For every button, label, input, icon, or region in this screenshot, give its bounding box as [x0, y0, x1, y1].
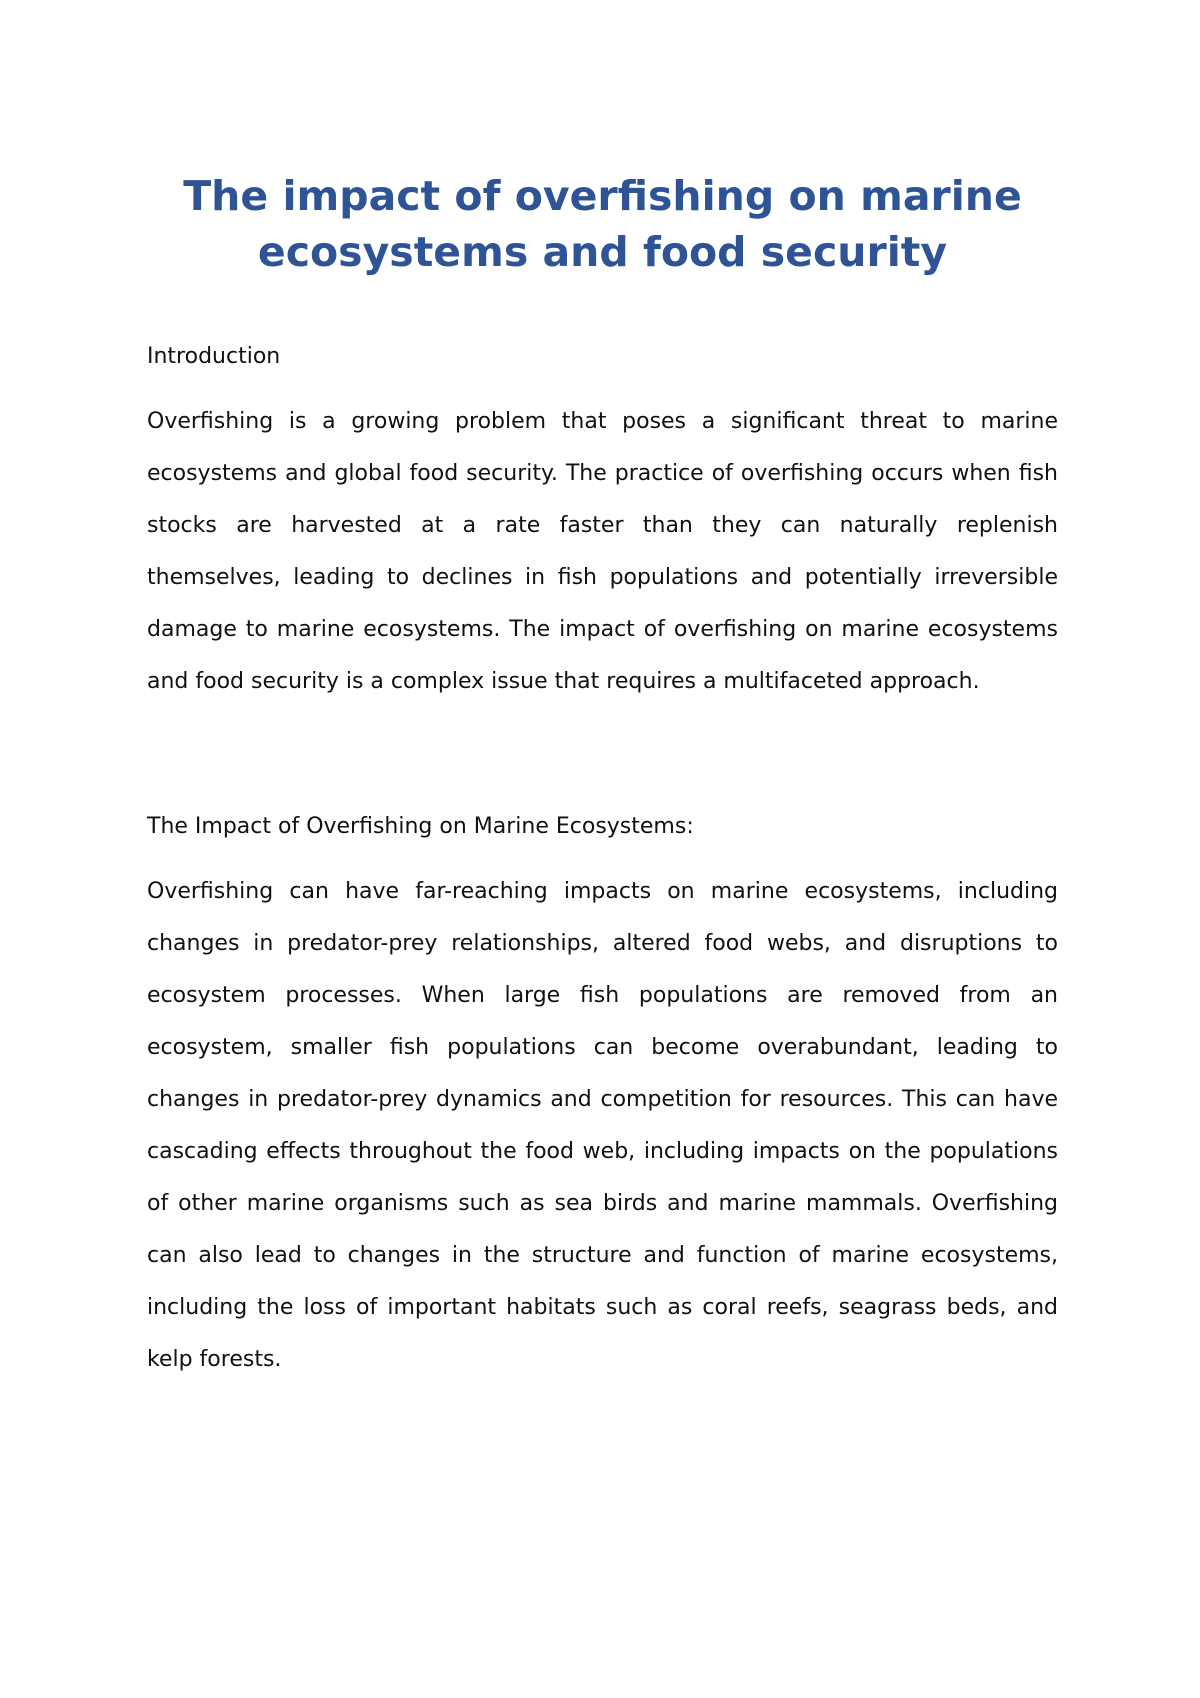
- impact-heading: The Impact of Overfishing on Marine Ecosystems:: [147, 814, 694, 839]
- impact-paragraph: Overfishing can have far-reaching impacts on marine ecosystems, including changes in predator-prey relationships, altered food webs, and disruptions to ecosystem processes. When large fish populations are removed from an ecosystem, smaller fish populations can become overabundant, leading to changes in predator-prey dynamics and competition for resources. This can have cascading effects throughout the food web, including impacts on the populations of other marine organisms such as sea birds and marine mammals. Overfishing can also lead to changes in the structure and function of marine ecosystems, including the loss of important habitats such as coral reefs, seagrass beds, and kelp forests.: [147, 879, 1058, 1372]
- document-title: The impact of overfishing on marine ecosystems and food security: [183, 172, 1022, 276]
- introduction-heading: Introduction: [147, 344, 281, 369]
- document-content: [147, 168, 1058, 1386]
- introduction-paragraph: Overfishing is a growing problem that poses a significant threat to marine ecosystems and global food security. The practice of overfishing occurs when fish stocks are harvested at a rate faster than they can naturally replenish themselves, leading to declines in fish populations and potentially irreversible damage to marine ecosystems. The impact of overfishing on marine ecosystems and food security is a complex issue that requires a multifaceted approach.: [147, 409, 1058, 694]
